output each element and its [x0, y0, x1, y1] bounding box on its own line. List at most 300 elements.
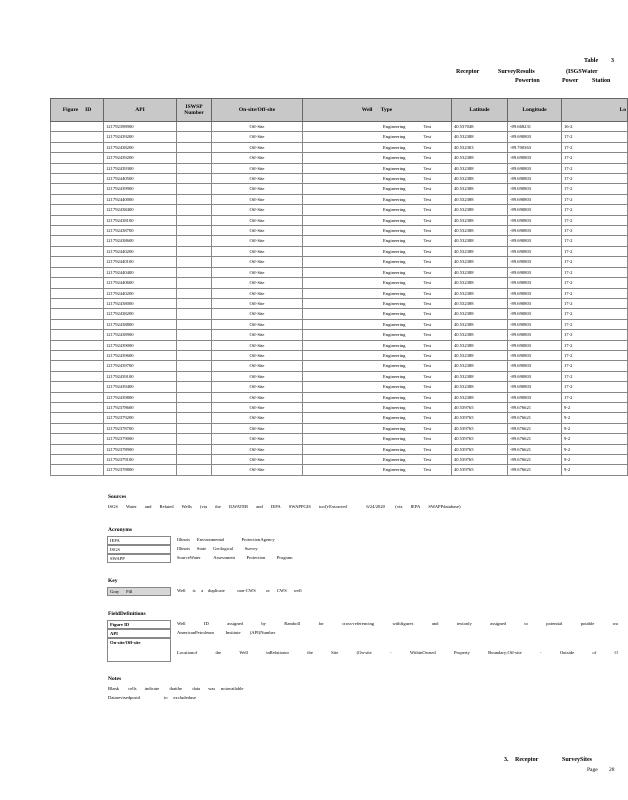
cell-iswsp-number — [177, 142, 212, 152]
cell-latitude: 40.532388 — [452, 350, 508, 360]
table-row — [51, 163, 628, 173]
type-label: Test — [423, 290, 432, 296]
type-label: Test — [423, 155, 432, 161]
cell-latitude: 40.532388 — [452, 194, 508, 204]
cell-iswsp-number — [177, 371, 212, 381]
cell-well-type — [303, 142, 452, 152]
cell-api: 121792439900 — [104, 184, 177, 194]
acronym-iepa: IEPA — [107, 536, 171, 545]
cell-well-type — [303, 371, 452, 381]
cell-onsite-offsite: Off-Site — [212, 288, 303, 298]
cell-api: 121792439800 — [104, 392, 177, 402]
cell-iswsp-number — [177, 361, 212, 371]
field-definitions-title: FieldDefinitions — [108, 611, 146, 617]
well-label: Engineering — [383, 373, 406, 379]
cell-location: 17-2 — [562, 153, 628, 163]
cell-latitude: 40.532388 — [452, 246, 508, 256]
cell-latitude: 40.537048 — [452, 122, 508, 132]
cell-location: 17-2 — [562, 309, 628, 319]
cell-onsite-offsite: Off-Site — [212, 142, 303, 152]
well-label: Engineering — [383, 384, 406, 390]
cell-latitude: 40.532388 — [452, 309, 508, 319]
cell-figure-id — [51, 226, 104, 236]
cell-well-type — [303, 184, 452, 194]
cell-iswsp-number — [177, 163, 212, 173]
cell-onsite-offsite: Off-Site — [212, 382, 303, 392]
cell-longitude: -89.690803 — [508, 382, 562, 392]
type-label: Test — [423, 363, 432, 369]
cell-api: 121792378600 — [104, 402, 177, 412]
header-power: Power — [562, 78, 579, 84]
cell-longitude: -89.690803 — [508, 298, 562, 308]
cell-api: 121792379000 — [104, 434, 177, 444]
cell-longitude: -89.690803 — [508, 288, 562, 298]
notes-title: Notes — [108, 676, 122, 682]
well-label: Engineering — [383, 207, 406, 213]
cell-api: 121792379200 — [104, 413, 177, 423]
cell-location: 17-2 — [562, 215, 628, 225]
cell-longitude: -89.690803 — [508, 174, 562, 184]
cell-onsite-offsite: Off-Site — [212, 340, 303, 350]
cell-iswsp-number — [177, 267, 212, 277]
type-label: Test — [423, 165, 432, 171]
cell-longitude: -89.690803 — [508, 371, 562, 381]
cell-api: 121792439200 — [104, 153, 177, 163]
col-api: API — [104, 99, 177, 122]
cell-iswsp-number — [177, 288, 212, 298]
cell-api: 121792440200 — [104, 246, 177, 256]
cell-longitude: -89.690803 — [508, 319, 562, 329]
col-location: Lo — [562, 99, 628, 122]
cell-latitude: 40.532388 — [452, 184, 508, 194]
cell-figure-id — [51, 361, 104, 371]
cell-latitude: 40.532388 — [452, 236, 508, 246]
cell-well-type — [303, 455, 452, 465]
cell-latitude: 40.532388 — [452, 361, 508, 371]
cell-iswsp-number — [177, 382, 212, 392]
cell-longitude: -89.690803 — [508, 350, 562, 360]
table-row — [51, 434, 628, 444]
table-row — [51, 465, 628, 475]
cell-api: 121792379100 — [104, 455, 177, 465]
well-label: Engineering — [383, 436, 406, 442]
table-row — [51, 392, 628, 402]
cell-onsite-offsite: Off-Site — [212, 163, 303, 173]
cell-iswsp-number — [177, 423, 212, 433]
type-label: Test — [423, 300, 432, 306]
cell-iswsp-number — [177, 455, 212, 465]
table-row — [51, 340, 628, 350]
cell-api: 121792439100 — [104, 371, 177, 381]
cell-well-type — [303, 194, 452, 204]
cell-onsite-offsite: Off-Site — [212, 423, 303, 433]
cell-api: 121792439600 — [104, 350, 177, 360]
cell-well-type — [303, 122, 452, 132]
cell-api: 121792438000 — [104, 298, 177, 308]
cell-latitude: 40.532388 — [452, 371, 508, 381]
cell-onsite-offsite: Off-Site — [212, 205, 303, 215]
field-def-onsite-offsite: Locationof the Well inRelationto the Site (On-site - WithinOwned Property Boundary;Off-site - Outside of O — [177, 650, 618, 655]
cell-location: 9-2 — [562, 455, 628, 465]
cell-api: 121792378700 — [104, 423, 177, 433]
acronym-swapp: SWAPP — [107, 554, 171, 563]
table-row — [51, 413, 628, 423]
cell-well-type — [303, 423, 452, 433]
cell-onsite-offsite: Off-Site — [212, 413, 303, 423]
key-gray-fill-swatch: Gray Fill — [107, 587, 171, 596]
col-onsite-offsite: On-site/Off-site — [212, 99, 303, 122]
field-term-figure-id: Figure ID — [107, 620, 171, 629]
cell-location: 17-2 — [562, 392, 628, 402]
cell-figure-id — [51, 413, 104, 423]
cell-latitude: 40.532388 — [452, 215, 508, 225]
cell-iswsp-number — [177, 215, 212, 225]
cell-latitude: 40.532388 — [452, 278, 508, 288]
cell-onsite-offsite: Off-Site — [212, 267, 303, 277]
cell-well-type — [303, 153, 452, 163]
cell-figure-id — [51, 184, 104, 194]
acronym-isgs: ISGS — [107, 545, 171, 554]
cell-iswsp-number — [177, 174, 212, 184]
table-row — [51, 298, 628, 308]
type-label: Test — [423, 342, 432, 348]
cell-location: 17-2 — [562, 361, 628, 371]
cell-location: 17-2 — [562, 226, 628, 236]
cell-figure-id — [51, 174, 104, 184]
cell-location: 17-2 — [562, 298, 628, 308]
type-label: Test — [423, 238, 432, 244]
cell-onsite-offsite: Off-Site — [212, 434, 303, 444]
cell-location: 9-2 — [562, 434, 628, 444]
cell-location: 17-2 — [562, 257, 628, 267]
well-label: Engineering — [383, 457, 406, 462]
cell-onsite-offsite: Off-Site — [212, 350, 303, 360]
type-label: Test — [423, 352, 432, 358]
cell-longitude: -89.690803 — [508, 226, 562, 236]
cell-longitude: -89.690803 — [508, 330, 562, 340]
cell-location: 17-2 — [562, 340, 628, 350]
table-row — [51, 444, 628, 454]
cell-well-type — [303, 215, 452, 225]
table-row — [51, 246, 628, 256]
acronyms-title: Acronyms — [108, 527, 133, 533]
cell-api: 121792438700 — [104, 226, 177, 236]
cell-location: 9-2 — [562, 444, 628, 454]
cell-location: 17-2 — [562, 194, 628, 204]
cell-well-type — [303, 392, 452, 402]
table-row — [51, 257, 628, 267]
well-label: Engineering — [383, 332, 406, 338]
cell-onsite-offsite: Off-Site — [212, 319, 303, 329]
cell-location: 9-2 — [562, 402, 628, 412]
cell-longitude: -89.668231 — [508, 122, 562, 132]
cell-iswsp-number — [177, 278, 212, 288]
cell-location: 17-2 — [562, 205, 628, 215]
cell-longitude: -89.676621 — [508, 413, 562, 423]
well-label: Engineering — [383, 415, 406, 421]
cell-figure-id — [51, 288, 104, 298]
notes-line-1: Blank cells indicate thatthe data was notavailable — [108, 686, 244, 691]
cell-longitude: -89.676621 — [508, 455, 562, 465]
cell-location: 17-2 — [562, 236, 628, 246]
cell-figure-id — [51, 267, 104, 277]
table-row — [51, 382, 628, 392]
cell-latitude: 40.532388 — [452, 226, 508, 236]
cell-longitude: -89.690803 — [508, 361, 562, 371]
type-label: Test — [423, 259, 432, 265]
cell-api: 121792440600 — [104, 278, 177, 288]
cell-iswsp-number — [177, 392, 212, 402]
well-label: Engineering — [383, 144, 406, 150]
cell-location: 17-2 — [562, 132, 628, 142]
table-row — [51, 174, 628, 184]
cell-longitude: -89.690803 — [508, 132, 562, 142]
cell-location: 17-2 — [562, 319, 628, 329]
cell-api: 121792438900 — [104, 330, 177, 340]
well-label: Engineering — [383, 165, 406, 171]
well-label: Engineering — [383, 290, 406, 296]
table-label: Table — [584, 58, 599, 64]
table-row — [51, 226, 628, 236]
field-def-figure-id: Well ID assigned by Ramboll for cross-referencing withfigures and textonly assigned to potential potable wa — [177, 621, 618, 626]
cell-well-type — [303, 174, 452, 184]
type-label: Test — [423, 124, 432, 129]
cell-api: 121792438200 — [104, 142, 177, 152]
cell-latitude: 40.532388 — [452, 330, 508, 340]
col-longitude: Longitude — [508, 99, 562, 122]
well-label: Engineering — [383, 196, 406, 202]
cell-figure-id — [51, 215, 104, 225]
cell-iswsp-number — [177, 402, 212, 412]
cell-api: 121792440000 — [104, 194, 177, 204]
cell-api: 121792438100 — [104, 215, 177, 225]
well-label: Engineering — [383, 394, 406, 400]
cell-longitude: -89.676621 — [508, 402, 562, 412]
cell-iswsp-number — [177, 413, 212, 423]
cell-iswsp-number — [177, 298, 212, 308]
cell-iswsp-number — [177, 434, 212, 444]
header-station: Station — [592, 78, 611, 84]
cell-onsite-offsite: Off-Site — [212, 153, 303, 163]
cell-longitude: -89.690803 — [508, 278, 562, 288]
cell-figure-id — [51, 142, 104, 152]
cell-well-type — [303, 226, 452, 236]
well-label: Engineering — [383, 248, 406, 254]
type-label: Test — [423, 415, 432, 421]
col-iswsp-number: ISWSP Number — [177, 99, 212, 122]
cell-figure-id — [51, 330, 104, 340]
cell-onsite-offsite: Off-Site — [212, 215, 303, 225]
cell-well-type — [303, 444, 452, 454]
table-row — [51, 153, 628, 163]
cell-location: 17-2 — [562, 278, 628, 288]
well-label: Engineering — [383, 259, 406, 265]
cell-api: 121792398900 — [104, 122, 177, 132]
cell-well-type — [303, 278, 452, 288]
cell-longitude: -89.690803 — [508, 392, 562, 402]
well-label: Engineering — [383, 228, 406, 234]
cell-longitude: -89.690803 — [508, 153, 562, 163]
header-isgs-water: (ISGSWater — [566, 69, 598, 75]
well-label: Engineering — [383, 217, 406, 223]
cell-figure-id — [51, 153, 104, 163]
cell-figure-id — [51, 444, 104, 454]
cell-onsite-offsite: Off-Site — [212, 444, 303, 454]
cell-longitude: -89.690803 — [508, 215, 562, 225]
cell-onsite-offsite: Off-Site — [212, 194, 303, 204]
cell-well-type — [303, 205, 452, 215]
cell-onsite-offsite: Off-Site — [212, 361, 303, 371]
cell-iswsp-number — [177, 257, 212, 267]
cell-onsite-offsite: Off-Site — [212, 184, 303, 194]
cell-latitude: 40.532388 — [452, 392, 508, 402]
table-row — [51, 455, 628, 465]
cell-well-type — [303, 330, 452, 340]
notes-line-2: Datarevisedpostd to excludeduse — [108, 695, 197, 700]
well-label: Engineering — [383, 467, 406, 473]
well-label: Engineering — [383, 176, 406, 182]
well-label: Engineering — [383, 155, 406, 161]
cell-api: 121792439200 — [104, 132, 177, 142]
type-label: Test — [423, 373, 432, 379]
acronym-swapp-def: SourceWater Assessment Protection Program — [177, 555, 293, 560]
col-latitude: Latitude — [452, 99, 508, 122]
cell-location: 9-2 — [562, 423, 628, 433]
cell-api: 121792438600 — [104, 236, 177, 246]
cell-well-type — [303, 267, 452, 277]
type-label: Test — [423, 248, 432, 254]
cell-onsite-offsite: Off-Site — [212, 402, 303, 412]
cell-location: 17-2 — [562, 288, 628, 298]
cell-figure-id — [51, 402, 104, 412]
footer-page-number: 28 — [609, 767, 615, 773]
cell-well-type — [303, 288, 452, 298]
cell-api: 121792438200 — [104, 309, 177, 319]
cell-longitude: -89.690803 — [508, 236, 562, 246]
well-label: Engineering — [383, 269, 406, 275]
cell-location: 17-2 — [562, 371, 628, 381]
cell-iswsp-number — [177, 122, 212, 132]
table-row — [51, 371, 628, 381]
cell-iswsp-number — [177, 205, 212, 215]
table-row — [51, 309, 628, 319]
cell-api: 121792440400 — [104, 267, 177, 277]
type-label: Test — [423, 269, 432, 275]
type-label: Test — [423, 446, 432, 452]
cell-figure-id — [51, 319, 104, 329]
table-row — [51, 236, 628, 246]
type-label: Test — [423, 404, 432, 410]
type-label: Test — [423, 457, 432, 462]
type-label: Test — [423, 228, 432, 234]
cell-iswsp-number — [177, 465, 212, 475]
footer-survey-sites: SurveySites — [562, 757, 592, 763]
cell-onsite-offsite: Off-Site — [212, 392, 303, 402]
well-label: Engineering — [383, 238, 406, 244]
cell-api: 121792440100 — [104, 257, 177, 267]
cell-longitude: -89.690803 — [508, 246, 562, 256]
cell-figure-id — [51, 257, 104, 267]
cell-longitude: -89.690803 — [508, 184, 562, 194]
cell-location: 17-2 — [562, 246, 628, 256]
well-label: Engineering — [383, 300, 406, 306]
cell-well-type — [303, 236, 452, 246]
cell-longitude: -89.690803 — [508, 163, 562, 173]
cell-location: 16-2 — [562, 122, 628, 132]
table-row — [51, 215, 628, 225]
table-row — [51, 402, 628, 412]
well-label: Engineering — [383, 352, 406, 358]
table-number: 3 — [611, 58, 614, 64]
cell-well-type — [303, 309, 452, 319]
cell-well-type — [303, 382, 452, 392]
cell-iswsp-number — [177, 319, 212, 329]
cell-figure-id — [51, 194, 104, 204]
table-row — [51, 205, 628, 215]
sources-text: ISGS Water and Related Wells (via the ILWATER and IEPA SWAPPGIS tool)-Extracted 6/24/2020 (via IEPA SWAPPdatabase) — [108, 504, 461, 509]
cell-well-type — [303, 340, 452, 350]
sources-title: Sources — [108, 494, 127, 500]
cell-figure-id — [51, 340, 104, 350]
cell-onsite-offsite: Off-Site — [212, 371, 303, 381]
cell-iswsp-number — [177, 246, 212, 256]
cell-latitude: 40.539765 — [452, 465, 508, 475]
cell-location: 17-2 — [562, 382, 628, 392]
cell-longitude: -89.676621 — [508, 434, 562, 444]
cell-longitude: -89.690803 — [508, 267, 562, 277]
footer-page-label: Page — [587, 767, 598, 773]
cell-figure-id — [51, 236, 104, 246]
footer-receptor: Receptor — [515, 757, 539, 763]
table-row — [51, 330, 628, 340]
cell-latitude: 40.532388 — [452, 382, 508, 392]
cell-longitude: -89.700363 — [508, 142, 562, 152]
cell-api: 121792439300 — [104, 163, 177, 173]
cell-latitude: 40.532388 — [452, 174, 508, 184]
table-row — [51, 142, 628, 152]
cell-onsite-offsite: Off-Site — [212, 122, 303, 132]
cell-latitude: 40.532303 — [452, 142, 508, 152]
cell-figure-id — [51, 455, 104, 465]
table-row — [51, 184, 628, 194]
cell-iswsp-number — [177, 350, 212, 360]
field-term-api: API — [107, 629, 171, 638]
cell-latitude: 40.539765 — [452, 402, 508, 412]
type-label: Test — [423, 425, 432, 431]
type-label: Test — [423, 467, 432, 473]
cell-longitude: -89.690803 — [508, 194, 562, 204]
cell-well-type — [303, 298, 452, 308]
cell-latitude: 40.532388 — [452, 163, 508, 173]
cell-figure-id — [51, 246, 104, 256]
well-label: Engineering — [383, 280, 406, 286]
cell-well-type — [303, 465, 452, 475]
cell-well-type — [303, 257, 452, 267]
cell-latitude: 40.532388 — [452, 153, 508, 163]
type-label: Test — [423, 280, 432, 286]
type-label: Test — [423, 321, 432, 327]
cell-iswsp-number — [177, 132, 212, 142]
cell-api: 121792438400 — [104, 205, 177, 215]
cell-iswsp-number — [177, 236, 212, 246]
cell-location: 9-2 — [562, 465, 628, 475]
footer-section-number: 3. — [504, 757, 509, 763]
cell-iswsp-number — [177, 444, 212, 454]
cell-longitude: -89.690803 — [508, 257, 562, 267]
cell-figure-id — [51, 423, 104, 433]
well-label: Engineering — [383, 134, 406, 140]
cell-figure-id — [51, 434, 104, 444]
